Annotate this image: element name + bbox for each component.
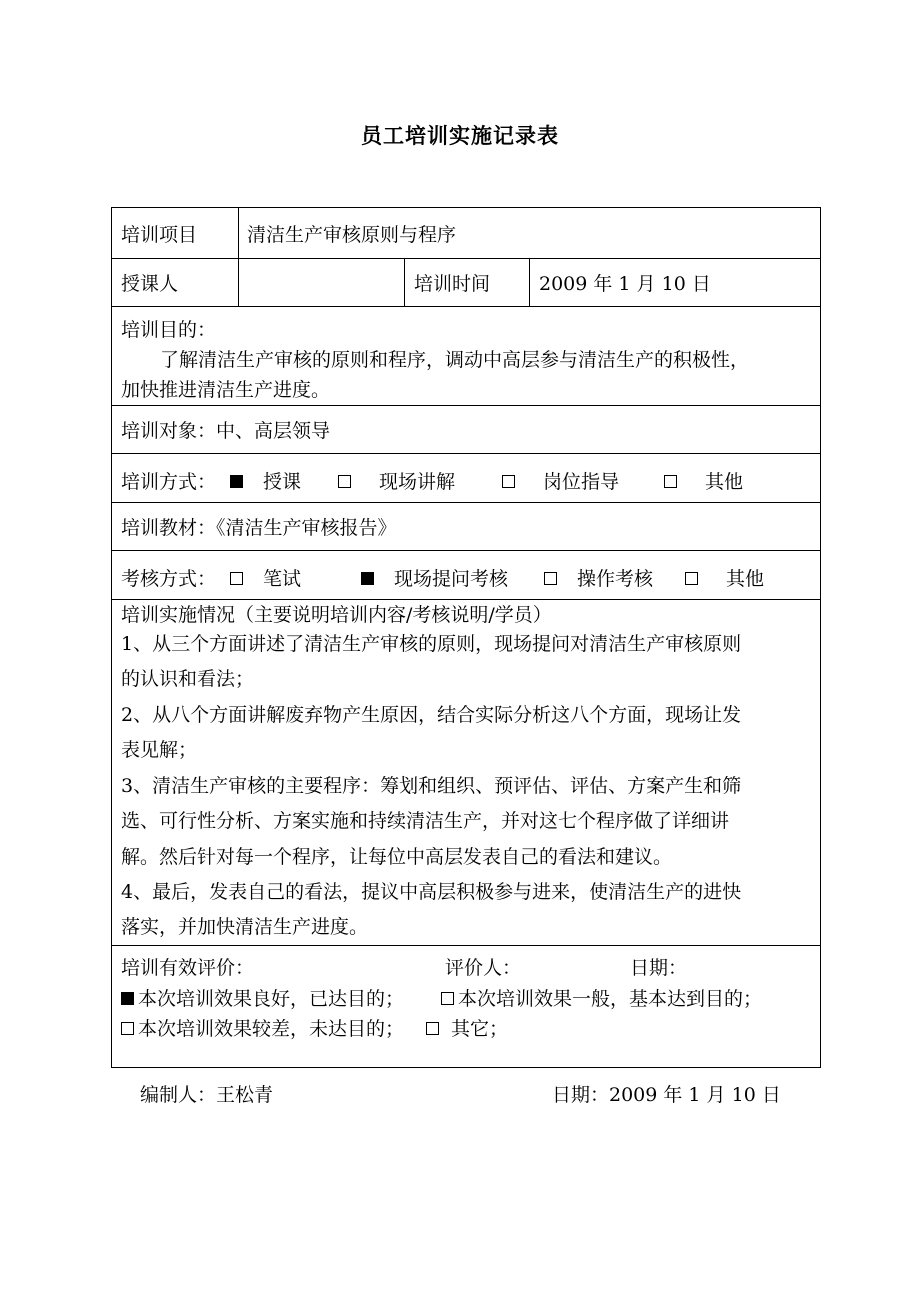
- footer-date: 日期：2009 年 1 月 10 日: [552, 1084, 781, 1106]
- assessment-option-onsite-questions[interactable]: 现场提问考核: [361, 564, 508, 591]
- checkbox-icon[interactable]: [426, 1022, 439, 1035]
- implementation-line: 4、最后，发表自己的看法，提议中高层积极参与进来，使清洁生产的进快: [121, 881, 742, 903]
- checkbox-icon[interactable]: [338, 475, 351, 488]
- lecturer-value: [238, 259, 404, 306]
- implementation-line: 3、清洁生产审核的主要程序：筹划和组织、预评估、评估、方案产生和筛: [121, 775, 742, 797]
- training-record-form: [111, 207, 821, 1068]
- implementation-line: 解。然后针对每一个程序，让每位中高层发表自己的看法和建议。: [121, 846, 673, 868]
- method-option-onsite[interactable]: 现场讲解: [338, 467, 455, 494]
- time-value: 2009 年 1 月 10 日: [529, 259, 820, 306]
- method-row: [112, 454, 820, 503]
- prepared-by: 编制人：王松青: [140, 1084, 274, 1106]
- evaluation-date-label: 日期：: [630, 957, 688, 979]
- evaluation-option-average[interactable]: 本次培训效果一般，基本达到目的；: [441, 984, 762, 1011]
- assessment-label: 考核方式：: [121, 568, 217, 590]
- checkbox-icon[interactable]: [121, 992, 134, 1005]
- implementation-line: 表见解；: [121, 739, 198, 761]
- purpose-line-2: 加快推进清洁生产进度。: [121, 379, 331, 401]
- document-title: 员工培训实施记录表: [361, 123, 559, 148]
- assessment-row: [112, 551, 820, 600]
- evaluation-option-other[interactable]: 其它；: [426, 1014, 508, 1041]
- project-row: [112, 208, 820, 259]
- evaluation-label: 培训有效评价：: [121, 957, 255, 979]
- method-option-lecture[interactable]: 授课: [230, 467, 301, 494]
- checkbox-icon[interactable]: [121, 1022, 134, 1035]
- audience-text: 培训对象：中、高层领导: [121, 420, 331, 442]
- implementation-row: [112, 600, 820, 946]
- assessment-option-operation[interactable]: 操作考核: [544, 564, 653, 591]
- checkbox-icon[interactable]: [441, 992, 454, 1005]
- checkbox-icon[interactable]: [361, 572, 374, 585]
- method-option-other[interactable]: 其他: [664, 467, 743, 494]
- evaluator-label: 评价人：: [445, 957, 522, 979]
- materials-text: 培训教材：《清洁生产审核报告》: [121, 517, 397, 539]
- time-label: 培训时间: [404, 259, 529, 306]
- purpose-label: 培训目的：: [121, 319, 217, 341]
- project-label: 培训项目: [121, 223, 198, 246]
- implementation-line: 的认识和看法；: [121, 668, 255, 690]
- audience-row: [112, 406, 820, 454]
- checkbox-icon[interactable]: [685, 572, 698, 585]
- evaluation-option-good[interactable]: 本次培训效果良好，已达目的；: [121, 984, 404, 1011]
- assessment-option-other[interactable]: 其他: [685, 564, 764, 591]
- implementation-heading: 培训实施情况（主要说明培训内容/考核说明/学员）: [121, 604, 552, 626]
- implementation-line: 选、可行性分析、方案实施和持续清洁生产，并对这七个程序做了详细讲: [121, 810, 730, 832]
- evaluation-row: [112, 946, 820, 1067]
- project-value: 清洁生产审核原则与程序: [238, 208, 820, 258]
- method-option-post-guidance[interactable]: 岗位指导: [502, 467, 619, 494]
- purpose-row: [112, 307, 820, 406]
- checkbox-icon[interactable]: [664, 475, 677, 488]
- method-label: 培训方式：: [121, 471, 217, 493]
- lecturer-time-row: [112, 259, 820, 307]
- checkbox-icon[interactable]: [502, 475, 515, 488]
- lecturer-label: 授课人: [121, 273, 179, 295]
- checkbox-icon[interactable]: [230, 475, 243, 488]
- implementation-line: 1、从三个方面讲述了清洁生产审核的原则，现场提问对清洁生产审核原则: [121, 633, 742, 655]
- assessment-option-written[interactable]: 笔试: [230, 564, 301, 591]
- purpose-line-1: 了解清洁生产审核的原则和程序，调动中高层参与清洁生产的积极性，: [160, 349, 750, 371]
- implementation-line: 落实，并加快清洁生产进度。: [121, 916, 369, 938]
- materials-row: [112, 503, 820, 551]
- implementation-line: 2、从八个方面讲解废弃物产生原因，结合实际分析这八个方面，现场让发: [121, 704, 742, 726]
- checkbox-icon[interactable]: [230, 572, 243, 585]
- checkbox-icon[interactable]: [544, 572, 557, 585]
- evaluation-option-poor[interactable]: 本次培训效果较差，未达目的；: [121, 1014, 404, 1041]
